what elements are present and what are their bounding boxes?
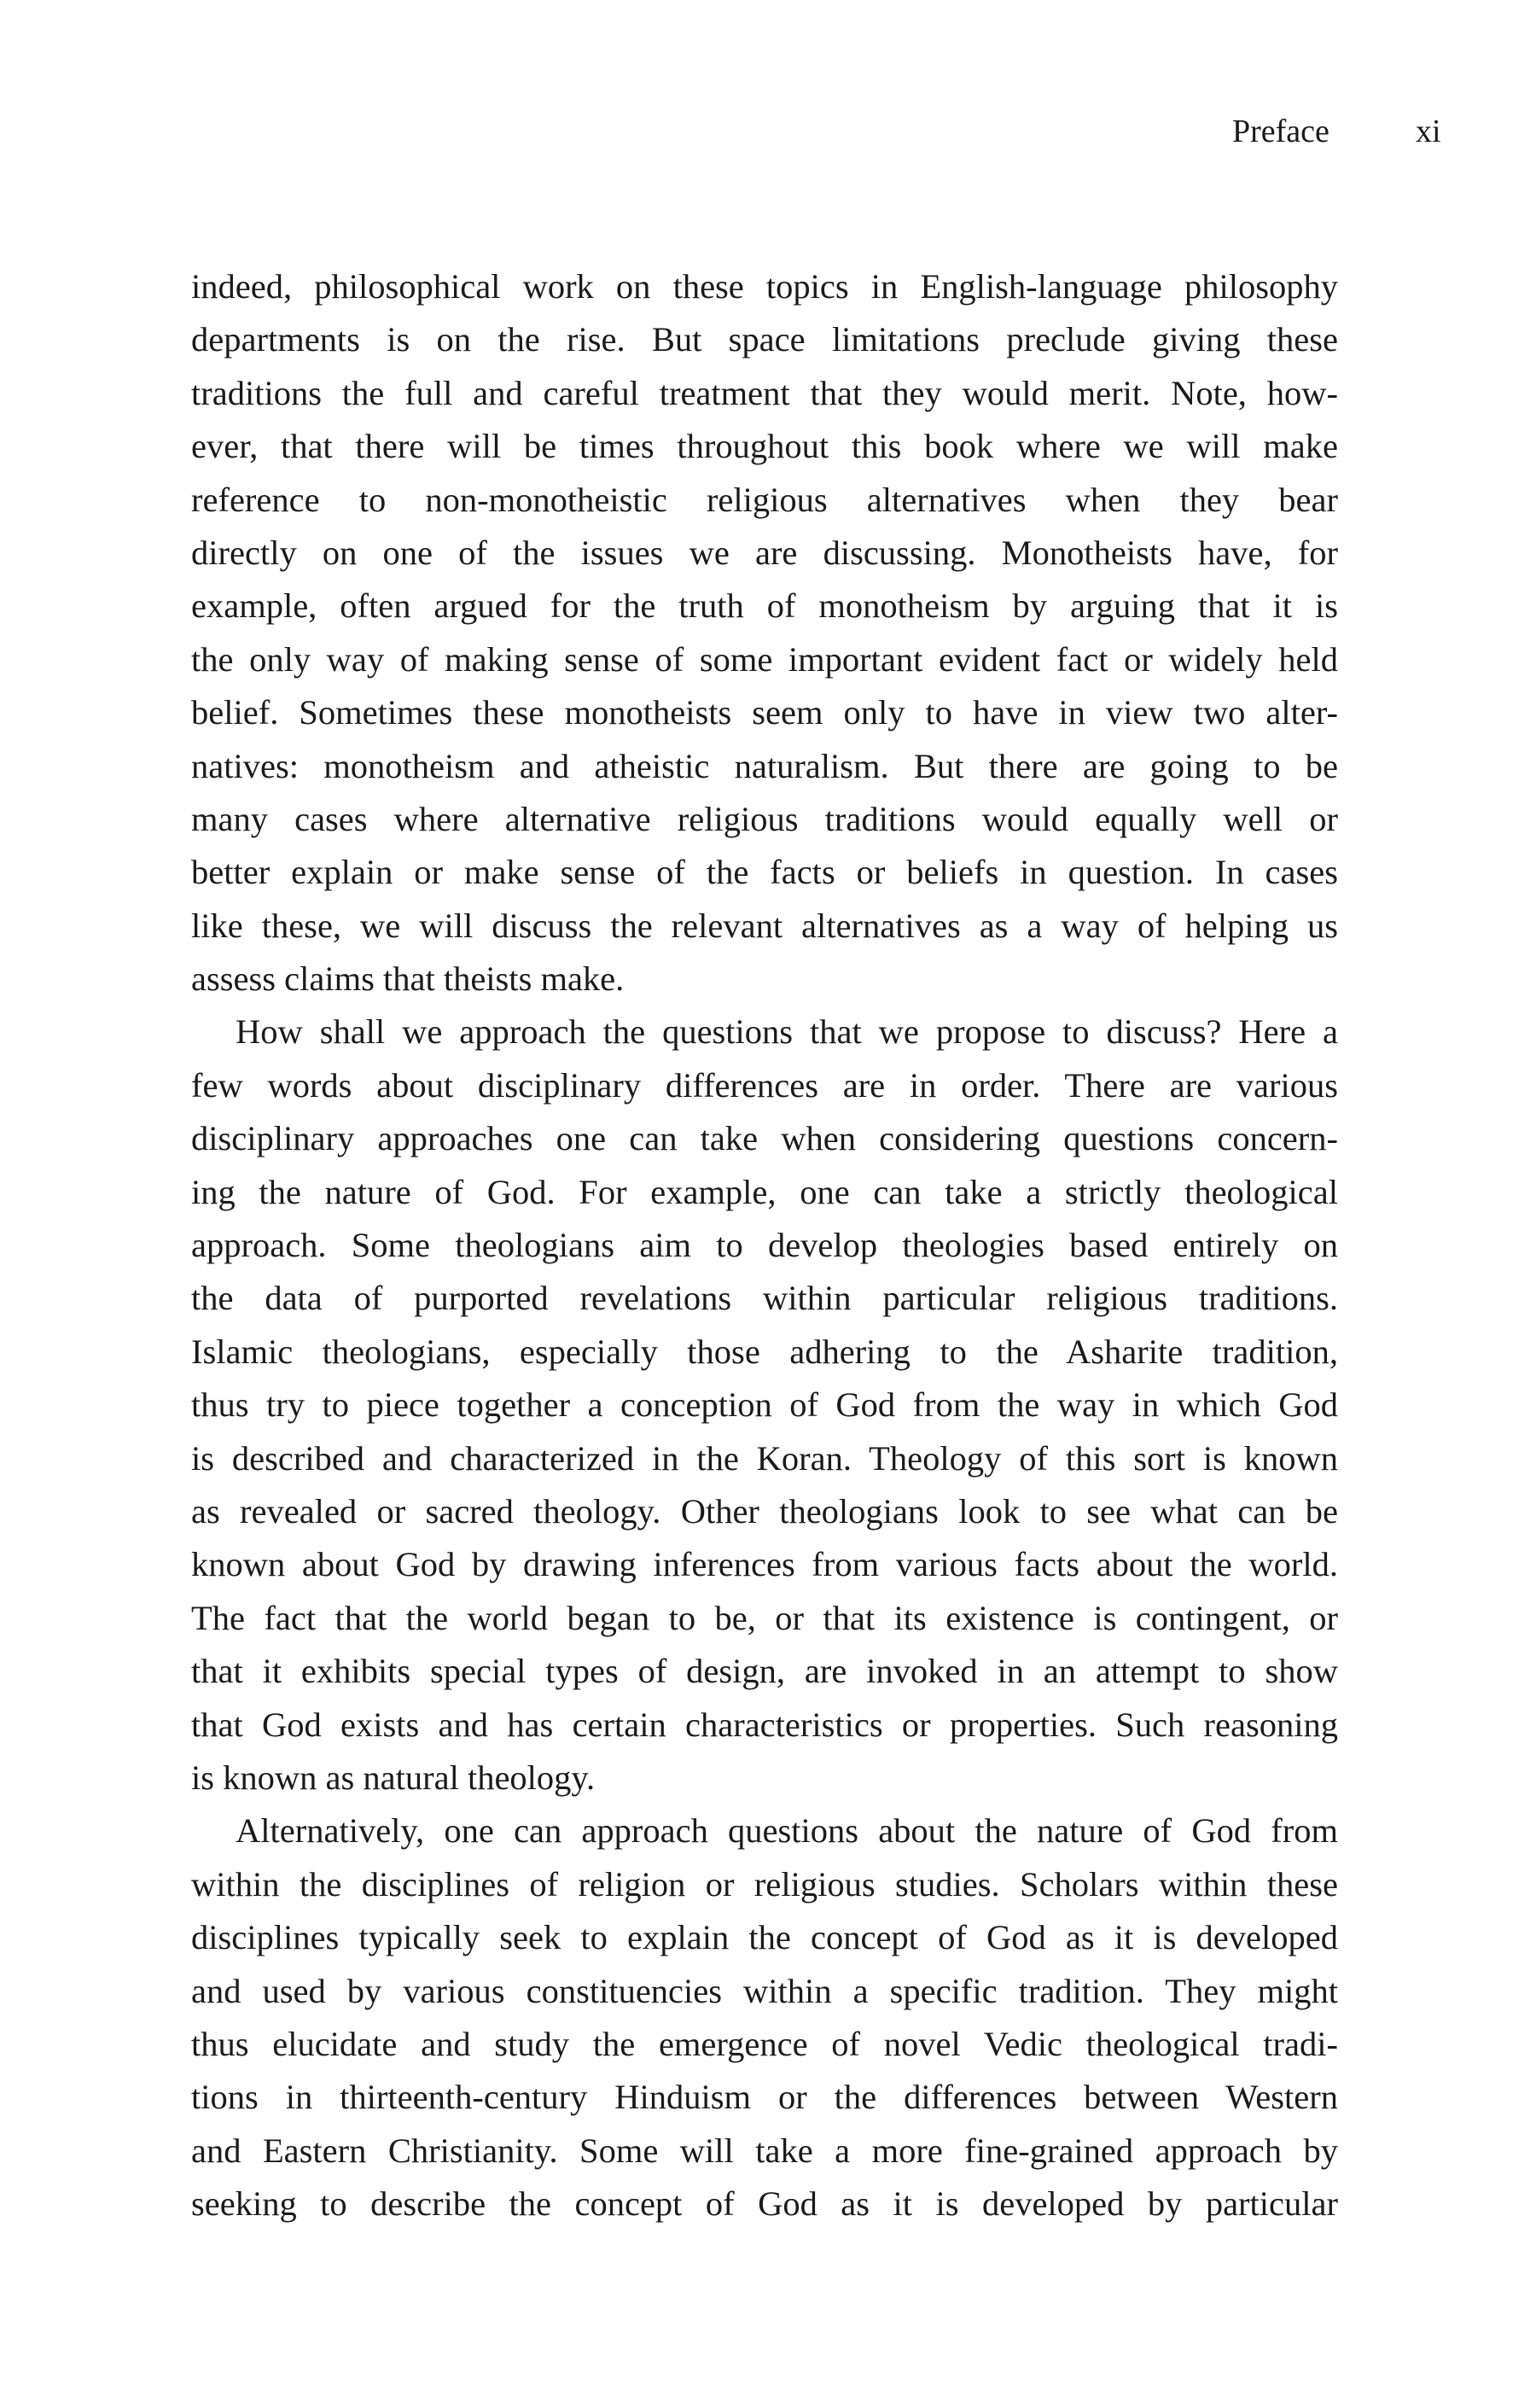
- text-line: Islamic theologians, especially those adhering to the Asharite tradition,: [191, 1332, 1338, 1371]
- text-line: that it exhibits special types of design, are invoked in an attempt to show: [191, 1652, 1338, 1691]
- text-line: disciplines typically seek to explain the concept of God as it is developed: [191, 1918, 1338, 1957]
- paragraph: [191, 1805, 1338, 2230]
- running-head-section-title: Preface: [1232, 114, 1329, 149]
- text-line: reference to non-monotheistic religious alternatives when they bear: [191, 480, 1338, 519]
- text-line: departments is on the rise. But space limitations preclude giving these: [191, 320, 1338, 359]
- text-line: tions in thirteenth-century Hinduism or the differences between Western: [191, 2078, 1338, 2117]
- text-line: is described and characterized in the Koran. Theology of this sort is known: [191, 1438, 1338, 1478]
- text-line: ing the nature of God. For example, one can take a strictly theological: [191, 1172, 1338, 1211]
- text-line: the only way of making sense of some important evident fact or widely held: [191, 639, 1338, 679]
- text-line: natives: monotheism and atheistic naturalism. But there are going to be: [191, 746, 1338, 785]
- paragraph: [191, 1006, 1338, 1805]
- text-line: the data of purported revelations within particular religious traditions.: [191, 1279, 1338, 1318]
- text-line: example, often argued for the truth of monotheism by arguing that it is: [191, 586, 1338, 626]
- text-line: ever, that there will be times throughout this book where we will make: [191, 427, 1338, 466]
- text-line: is known as natural theology.: [191, 1758, 596, 1797]
- paragraph: [191, 260, 1338, 1006]
- text-line: that God exists and has certain characteristics or properties. Such reasoning: [191, 1705, 1338, 1744]
- text-line: Alternatively, one can approach questions about the nature of God from: [236, 1811, 1338, 1851]
- text-line: disciplinary approaches one can take when considering questions concern-: [191, 1119, 1338, 1158]
- text-line: assess claims that theists make.: [191, 959, 625, 999]
- running-head: [0, 113, 1536, 155]
- text-line: approach. Some theologians aim to develop theologies based entirely on: [191, 1226, 1338, 1265]
- text-line: directly on one of the issues we are discussing. Monotheists have, for: [191, 533, 1338, 572]
- text-line: within the disciplines of religion or religious studies. Scholars within these: [191, 1864, 1338, 1904]
- page-number: xi: [1416, 114, 1441, 149]
- text-line: thus elucidate and study the emergence of novel Vedic theological tradi-: [191, 2024, 1338, 2063]
- text-line: seeking to describe the concept of God as it is developed by particular: [191, 2184, 1338, 2224]
- text-line: The fact that the world began to be, or that its existence is contingent, or: [191, 1598, 1338, 1637]
- text-line: as revealed or sacred theology. Other theologians look to see what can be: [191, 1491, 1338, 1531]
- text-line: indeed, philosophical work on these topics in English-language philosophy: [191, 267, 1338, 306]
- text-line: How shall we approach the questions that we propose to discuss? Here a: [236, 1012, 1338, 1052]
- text-line: thus try to piece together a conception of God from the way in which God: [191, 1385, 1338, 1425]
- text-line: few words about disciplinary differences are in order. There are various: [191, 1065, 1338, 1105]
- text-line: belief. Sometimes these monotheists seem only to have in view two alter-: [191, 693, 1338, 732]
- text-line: many cases where alternative religious traditions would equally well or: [191, 799, 1338, 838]
- text-line: better explain or make sense of the facts or beliefs in question. In cases: [191, 853, 1338, 892]
- text-line: and Eastern Christianity. Some will take a more fine-grained approach by: [191, 2131, 1338, 2170]
- text-line: like these, we will discuss the relevant alternatives as a way of helping us: [191, 906, 1338, 945]
- body-text: [191, 260, 1338, 2230]
- text-line: traditions the full and careful treatment that they would merit. Note, how-: [191, 373, 1338, 412]
- text-line: known about God by drawing inferences from various facts about the world.: [191, 1545, 1338, 1584]
- text-line: and used by various constituencies within a specific tradition. They might: [191, 1971, 1338, 2010]
